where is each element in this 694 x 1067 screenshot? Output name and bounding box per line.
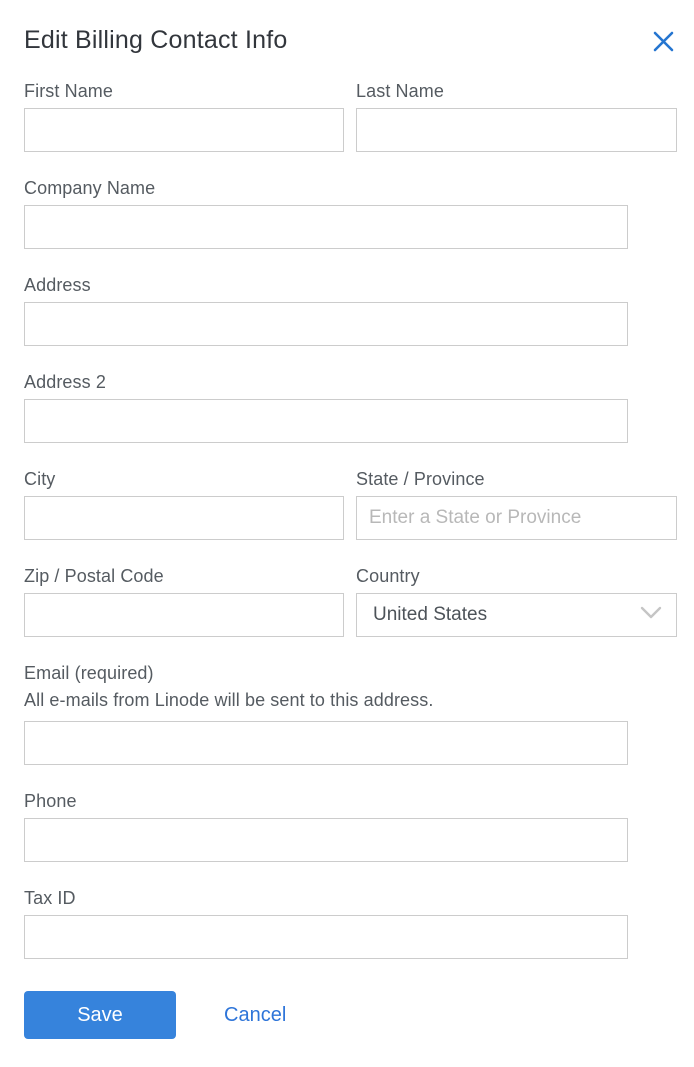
last-name-input[interactable] [356, 108, 677, 152]
address2-group [24, 372, 628, 443]
drawer-title: Edit Billing Contact Info [24, 26, 288, 54]
company-group [24, 178, 628, 249]
email-group [24, 663, 628, 765]
phone-group [24, 791, 628, 862]
company-row [24, 178, 677, 249]
first-name-group [24, 81, 344, 152]
zip-postal-label: Zip / Postal Code [24, 566, 164, 586]
tax-id-group [24, 888, 628, 959]
address2-row [24, 372, 677, 443]
form-actions [24, 991, 677, 1039]
address2-label: Address 2 [24, 372, 106, 392]
zip-postal-input[interactable] [24, 593, 344, 637]
chevron-down-icon [640, 606, 662, 624]
tax-id-row [24, 888, 677, 959]
state-province-input[interactable] [356, 496, 677, 540]
close-icon [652, 41, 675, 56]
city-state-row [24, 469, 677, 540]
country-selected-value: United States [373, 604, 488, 625]
first-name-input[interactable] [24, 108, 344, 152]
city-label: City [24, 469, 56, 489]
city-input[interactable] [24, 496, 344, 540]
close-button[interactable] [650, 28, 677, 55]
address2-input[interactable] [24, 399, 628, 443]
company-name-label: Company Name [24, 178, 156, 198]
email-helper-text: All e-mails from Linode will be sent to this address. [24, 690, 434, 710]
tax-id-label: Tax ID [24, 888, 76, 908]
country-group [356, 566, 677, 637]
last-name-label: Last Name [356, 81, 444, 101]
address-label: Address [24, 275, 91, 295]
email-row [24, 663, 677, 765]
company-name-input[interactable] [24, 205, 628, 249]
drawer-header [24, 26, 677, 55]
last-name-group [356, 81, 677, 152]
zip-group [24, 566, 344, 637]
zip-country-row [24, 566, 677, 637]
email-input[interactable] [24, 721, 628, 765]
city-group [24, 469, 344, 540]
email-label: Email (required) [24, 663, 154, 683]
first-name-label: First Name [24, 81, 114, 101]
phone-input[interactable] [24, 818, 628, 862]
address1-group [24, 275, 628, 346]
cancel-button[interactable]: Cancel [224, 1003, 287, 1026]
phone-row [24, 791, 677, 862]
state-province-label: State / Province [356, 469, 485, 489]
tax-id-input[interactable] [24, 915, 628, 959]
phone-label: Phone [24, 791, 77, 811]
state-group [356, 469, 677, 540]
address-input[interactable] [24, 302, 628, 346]
country-select[interactable] [356, 593, 677, 637]
country-label: Country [356, 566, 420, 586]
address1-row [24, 275, 677, 346]
name-row [24, 81, 677, 152]
save-button[interactable]: Save [24, 991, 176, 1039]
